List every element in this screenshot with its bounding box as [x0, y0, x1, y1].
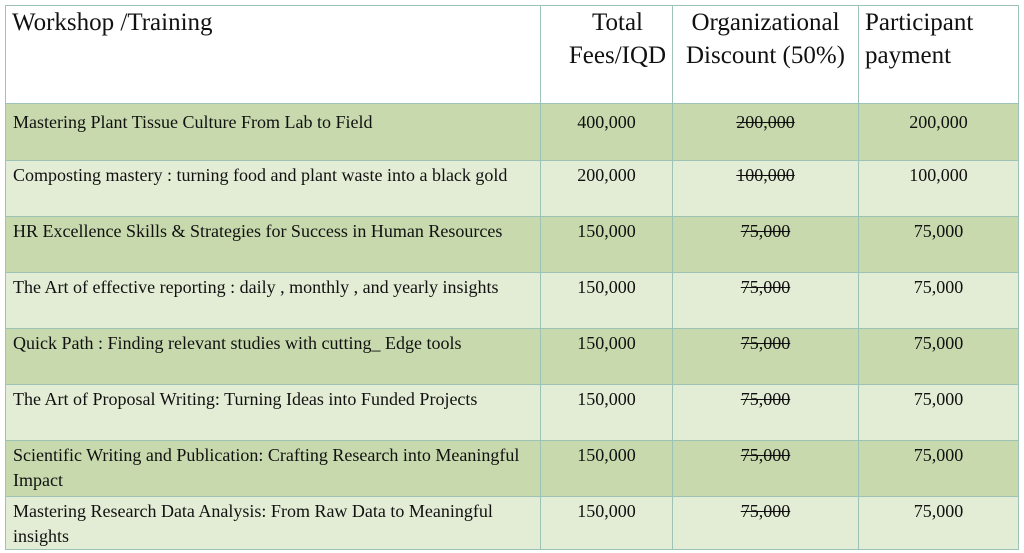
header-workshop: Workshop /Training — [6, 6, 541, 104]
table-row — [6, 441, 1019, 497]
table-row — [6, 273, 1019, 329]
total-fees: 150,000 — [541, 273, 673, 329]
workshop-name: The Art of effective reporting : daily , monthly , and yearly insights — [6, 273, 541, 329]
table-row — [6, 104, 1019, 161]
fees-table — [5, 5, 1019, 550]
participant-payment: 75,000 — [859, 217, 1019, 273]
participant-payment: 200,000 — [859, 104, 1019, 161]
workshop-name: Mastering Research Data Analysis: From Raw Data to Meaningful insights — [6, 497, 541, 550]
workshop-name: Composting mastery : turning food and plant waste into a black gold — [6, 161, 541, 217]
header-participant-payment: Participant payment — [859, 6, 1019, 104]
participant-payment: 75,000 — [859, 273, 1019, 329]
header-total-fees: Total Fees/IQD — [541, 6, 673, 104]
workshop-name: HR Excellence Skills & Strategies for Success in Human Resources — [6, 217, 541, 273]
workshop-name: Quick Path : Finding relevant studies with cutting_ Edge tools — [6, 329, 541, 385]
table-row — [6, 385, 1019, 441]
discount-amount — [673, 217, 859, 273]
total-fees: 150,000 — [541, 217, 673, 273]
total-fees: 150,000 — [541, 497, 673, 550]
table-row — [6, 161, 1019, 217]
discount-value: 75,000 — [740, 389, 791, 409]
participant-payment: 75,000 — [859, 329, 1019, 385]
participant-payment: 75,000 — [859, 385, 1019, 441]
participant-payment: 75,000 — [859, 441, 1019, 497]
discount-value: 75,000 — [740, 277, 791, 297]
workshop-name: Scientific Writing and Publication: Crafting Research into Meaningful Impact — [6, 441, 541, 497]
discount-value: 75,000 — [740, 221, 791, 241]
discount-value: 75,000 — [740, 445, 791, 465]
discount-value: 100,000 — [736, 165, 795, 185]
participant-payment: 100,000 — [859, 161, 1019, 217]
discount-amount — [673, 497, 859, 550]
total-fees: 150,000 — [541, 385, 673, 441]
discount-value: 75,000 — [740, 333, 791, 353]
discount-amount — [673, 161, 859, 217]
discount-amount — [673, 385, 859, 441]
discount-amount — [673, 329, 859, 385]
participant-payment: 75,000 — [859, 497, 1019, 550]
table-row — [6, 217, 1019, 273]
discount-value: 75,000 — [740, 501, 791, 521]
table-row — [6, 329, 1019, 385]
total-fees: 150,000 — [541, 441, 673, 497]
total-fees: 400,000 — [541, 104, 673, 161]
discount-amount — [673, 104, 859, 161]
discount-amount — [673, 441, 859, 497]
discount-amount — [673, 273, 859, 329]
workshop-name: The Art of Proposal Writing: Turning Ideas into Funded Projects — [6, 385, 541, 441]
total-fees: 200,000 — [541, 161, 673, 217]
discount-value: 200,000 — [736, 112, 795, 132]
table-row — [6, 497, 1019, 550]
header-discount: Organizational Discount (50%) — [673, 6, 859, 104]
header-row — [6, 6, 1019, 104]
workshop-name: Mastering Plant Tissue Culture From Lab to Field — [6, 104, 541, 161]
total-fees: 150,000 — [541, 329, 673, 385]
